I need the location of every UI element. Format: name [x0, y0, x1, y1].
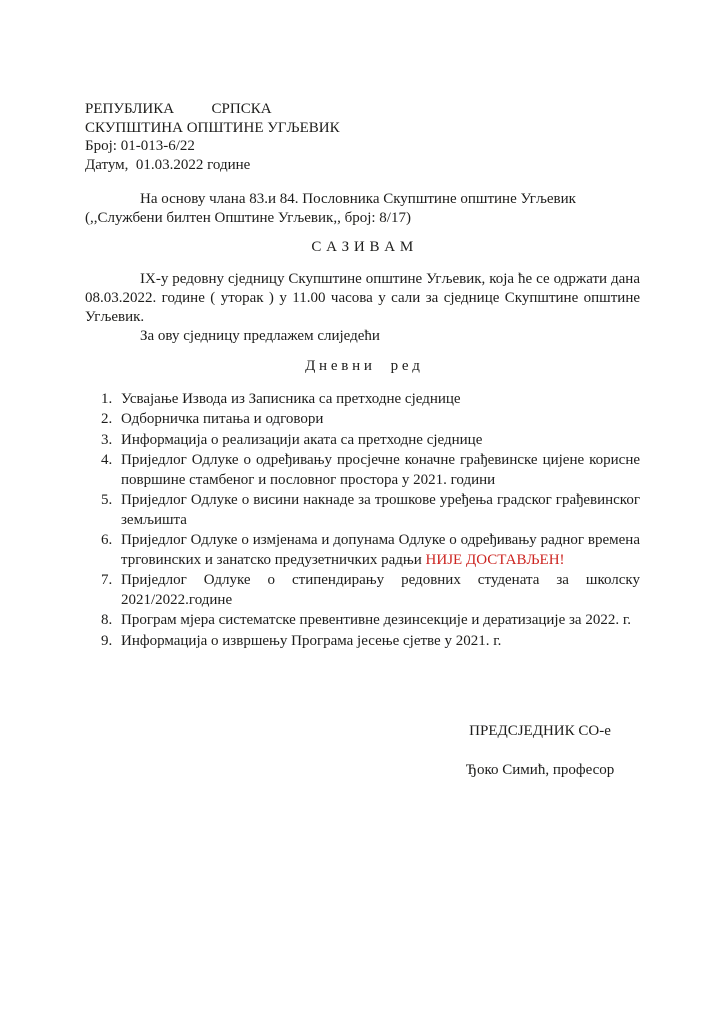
agenda-item-text: Приједлог Одлуке о висини накнаде за трошкове уређења градског грађевинског земљишта: [121, 492, 640, 528]
signature-name: Ђоко Симић, професор: [465, 762, 615, 778]
agenda-item-text: Приједлог Одлуке о одређивању просјечне коначне грађевинске цијене корисне површине стамбеног и пословног простора у 2021. години: [121, 452, 640, 488]
agenda-item-number: 7.: [101, 572, 113, 589]
agenda-item-text: Приједлог Одлуке о измјенама и допунама Одлуке о одређивању радног времена трговинских и занатско предузетничких радњи: [121, 532, 640, 568]
agenda-item-text: Одборничка питања и одговори: [121, 411, 324, 428]
document-title: С А З И В А М: [311, 238, 414, 255]
agenda-item-text: Усвајање Извода из Записника са претходне сједнице: [121, 390, 461, 407]
agenda-item-number: 3.: [101, 431, 113, 448]
legal-basis: [85, 190, 640, 228]
agenda-item-2: [85, 410, 640, 430]
agenda-item-text: Информација о извршењу Програма јесење сјетве у 2021. г.: [121, 632, 502, 649]
agenda-item-highlight-not-delivered: НИЈЕ ДОСТАВЉЕН!: [425, 551, 565, 568]
proposal-line: За ову сједницу предлажем слиједећи: [140, 327, 380, 344]
agenda-item-number: 6.: [101, 532, 113, 549]
agenda-item-1: [85, 390, 640, 410]
agenda-list: [85, 390, 640, 652]
agenda-item-text: Информација о реализацији аката са претходне сједнице: [121, 431, 483, 448]
agenda-item-5: [85, 491, 640, 530]
agenda-item-text: Програм мјера систематске превентивне дезинсекције и дератизације за 2022. г.: [121, 612, 632, 629]
agenda-item-6: [85, 531, 640, 570]
agenda-item-4: [85, 451, 640, 490]
signature-block: [428, 722, 652, 780]
agenda-heading: Д н е в н и р е д: [305, 357, 420, 374]
agenda-item-number: 8.: [101, 612, 113, 629]
signature-role: ПРЕДСЈЕДНИК СО-е: [469, 723, 611, 739]
agenda-item-number: 9.: [101, 632, 113, 649]
header-document-date: Датум, 01.03.2022 године: [85, 157, 251, 174]
legal-basis-line2: (,,Службени билтен Општине Угљевик,, број: 8/17): [85, 209, 411, 226]
header-document-number: Број: 01-013-6/22: [85, 138, 195, 155]
legal-basis-line1: На основу члана 83.и 84. Пословника Скупштине општине Угљевик: [140, 190, 576, 207]
agenda-item-number: 1.: [101, 390, 113, 407]
header-republic: РЕПУБЛИКА СРПСКА: [85, 101, 272, 117]
agenda-item-number: 2.: [101, 411, 113, 428]
agenda-item-8: [85, 611, 640, 631]
agenda-item-number: 4.: [101, 452, 113, 469]
agenda-item-3: [85, 431, 640, 451]
agenda-item-text: Приједлог Одлуке о стипендирању редовних студената за школску 2021/2022.године: [121, 572, 640, 608]
agenda-item-7: [85, 571, 640, 610]
agenda-item-9: [85, 632, 640, 652]
document-header: [85, 100, 640, 175]
header-assembly: СКУПШТИНА ОПШТИНЕ УГЉЕВИК: [85, 119, 340, 136]
session-paragraph: IX-у редовну сједницу Скупштине општине Угљевик, која ће се одржати дана 08.03.2022. године ( уторак ) у 11.00 часова у сали за сједнице Скупштине општине Угљевик.: [85, 270, 640, 325]
agenda-item-number: 5.: [101, 492, 113, 509]
